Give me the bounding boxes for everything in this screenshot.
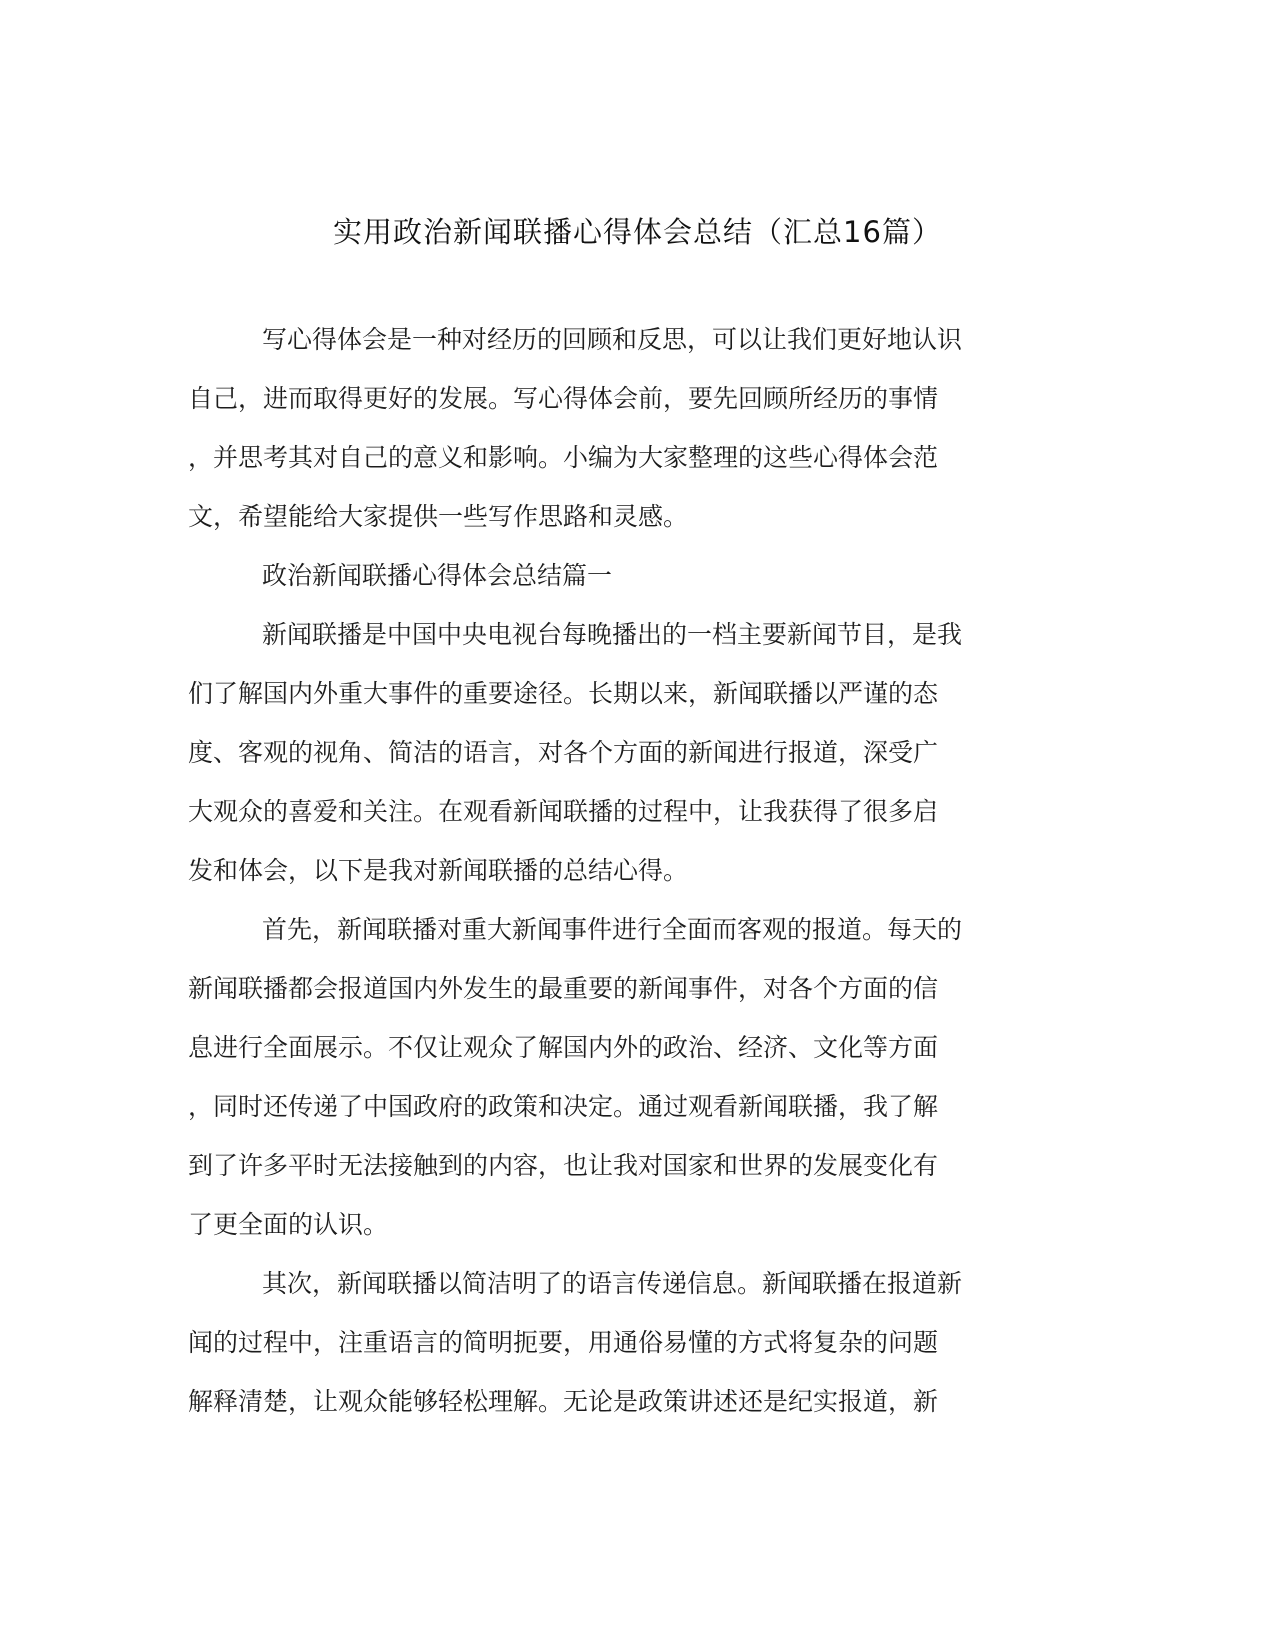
paragraph-line: 文，希望能给大家提供一些写作思路和灵感。 — [188, 502, 689, 531]
paragraph-line: 解释清楚，让观众能够轻松理解。无论是政策讲述还是纪实报道，新 — [188, 1387, 939, 1416]
paragraph-line: 发和体会，以下是我对新闻联播的总结心得。 — [188, 856, 689, 885]
paragraph-line: 新闻联播都会报道国内外发生的最重要的新闻事件，对各个方面的信 — [188, 974, 939, 1003]
paragraph-line: 度、客观的视角、简洁的语言，对各个方面的新闻进行报道，深受广 — [188, 738, 939, 767]
paragraph-line: 闻的过程中，注重语言的简明扼要，用通俗易懂的方式将复杂的问题 — [188, 1328, 939, 1357]
paragraph-line: 新闻联播是中国中央电视台每晚播出的一档主要新闻节目，是我 — [262, 620, 963, 649]
paragraph-line: 们了解国内外重大事件的重要途径。长期以来，新闻联播以严谨的态 — [188, 679, 939, 708]
paragraph-line: ，同时还传递了中国政府的政策和决定。通过观看新闻联播，我了解 — [188, 1092, 939, 1121]
paragraph-line: ，并思考其对自己的意义和影响。小编为大家整理的这些心得体会范 — [188, 443, 939, 472]
paragraph-line: 其次，新闻联播以简洁明了的语言传递信息。新闻联播在报道新 — [262, 1269, 963, 1298]
paragraph-line: 到了许多平时无法接触到的内容，也让我对国家和世界的发展变化有 — [188, 1151, 939, 1180]
document-title: 实用政治新闻联播心得体会总结（汇总16篇） — [333, 215, 942, 249]
section-heading: 政治新闻联播心得体会总结篇一 — [262, 561, 613, 590]
paragraph-line: 了更全面的认识。 — [188, 1210, 389, 1239]
paragraph-line: 大观众的喜爱和关注。在观看新闻联播的过程中，让我获得了很多启 — [188, 797, 939, 826]
paragraph-line: 自己，进而取得更好的发展。写心得体会前，要先回顾所经历的事情 — [188, 384, 939, 413]
paragraph-line: 写心得体会是一种对经历的回顾和反思，可以让我们更好地认识 — [262, 325, 963, 354]
paragraph-line: 息进行全面展示。不仅让观众了解国内外的政治、经济、文化等方面 — [188, 1033, 939, 1062]
paragraph-line: 首先，新闻联播对重大新闻事件进行全面而客观的报道。每天的 — [262, 915, 963, 944]
